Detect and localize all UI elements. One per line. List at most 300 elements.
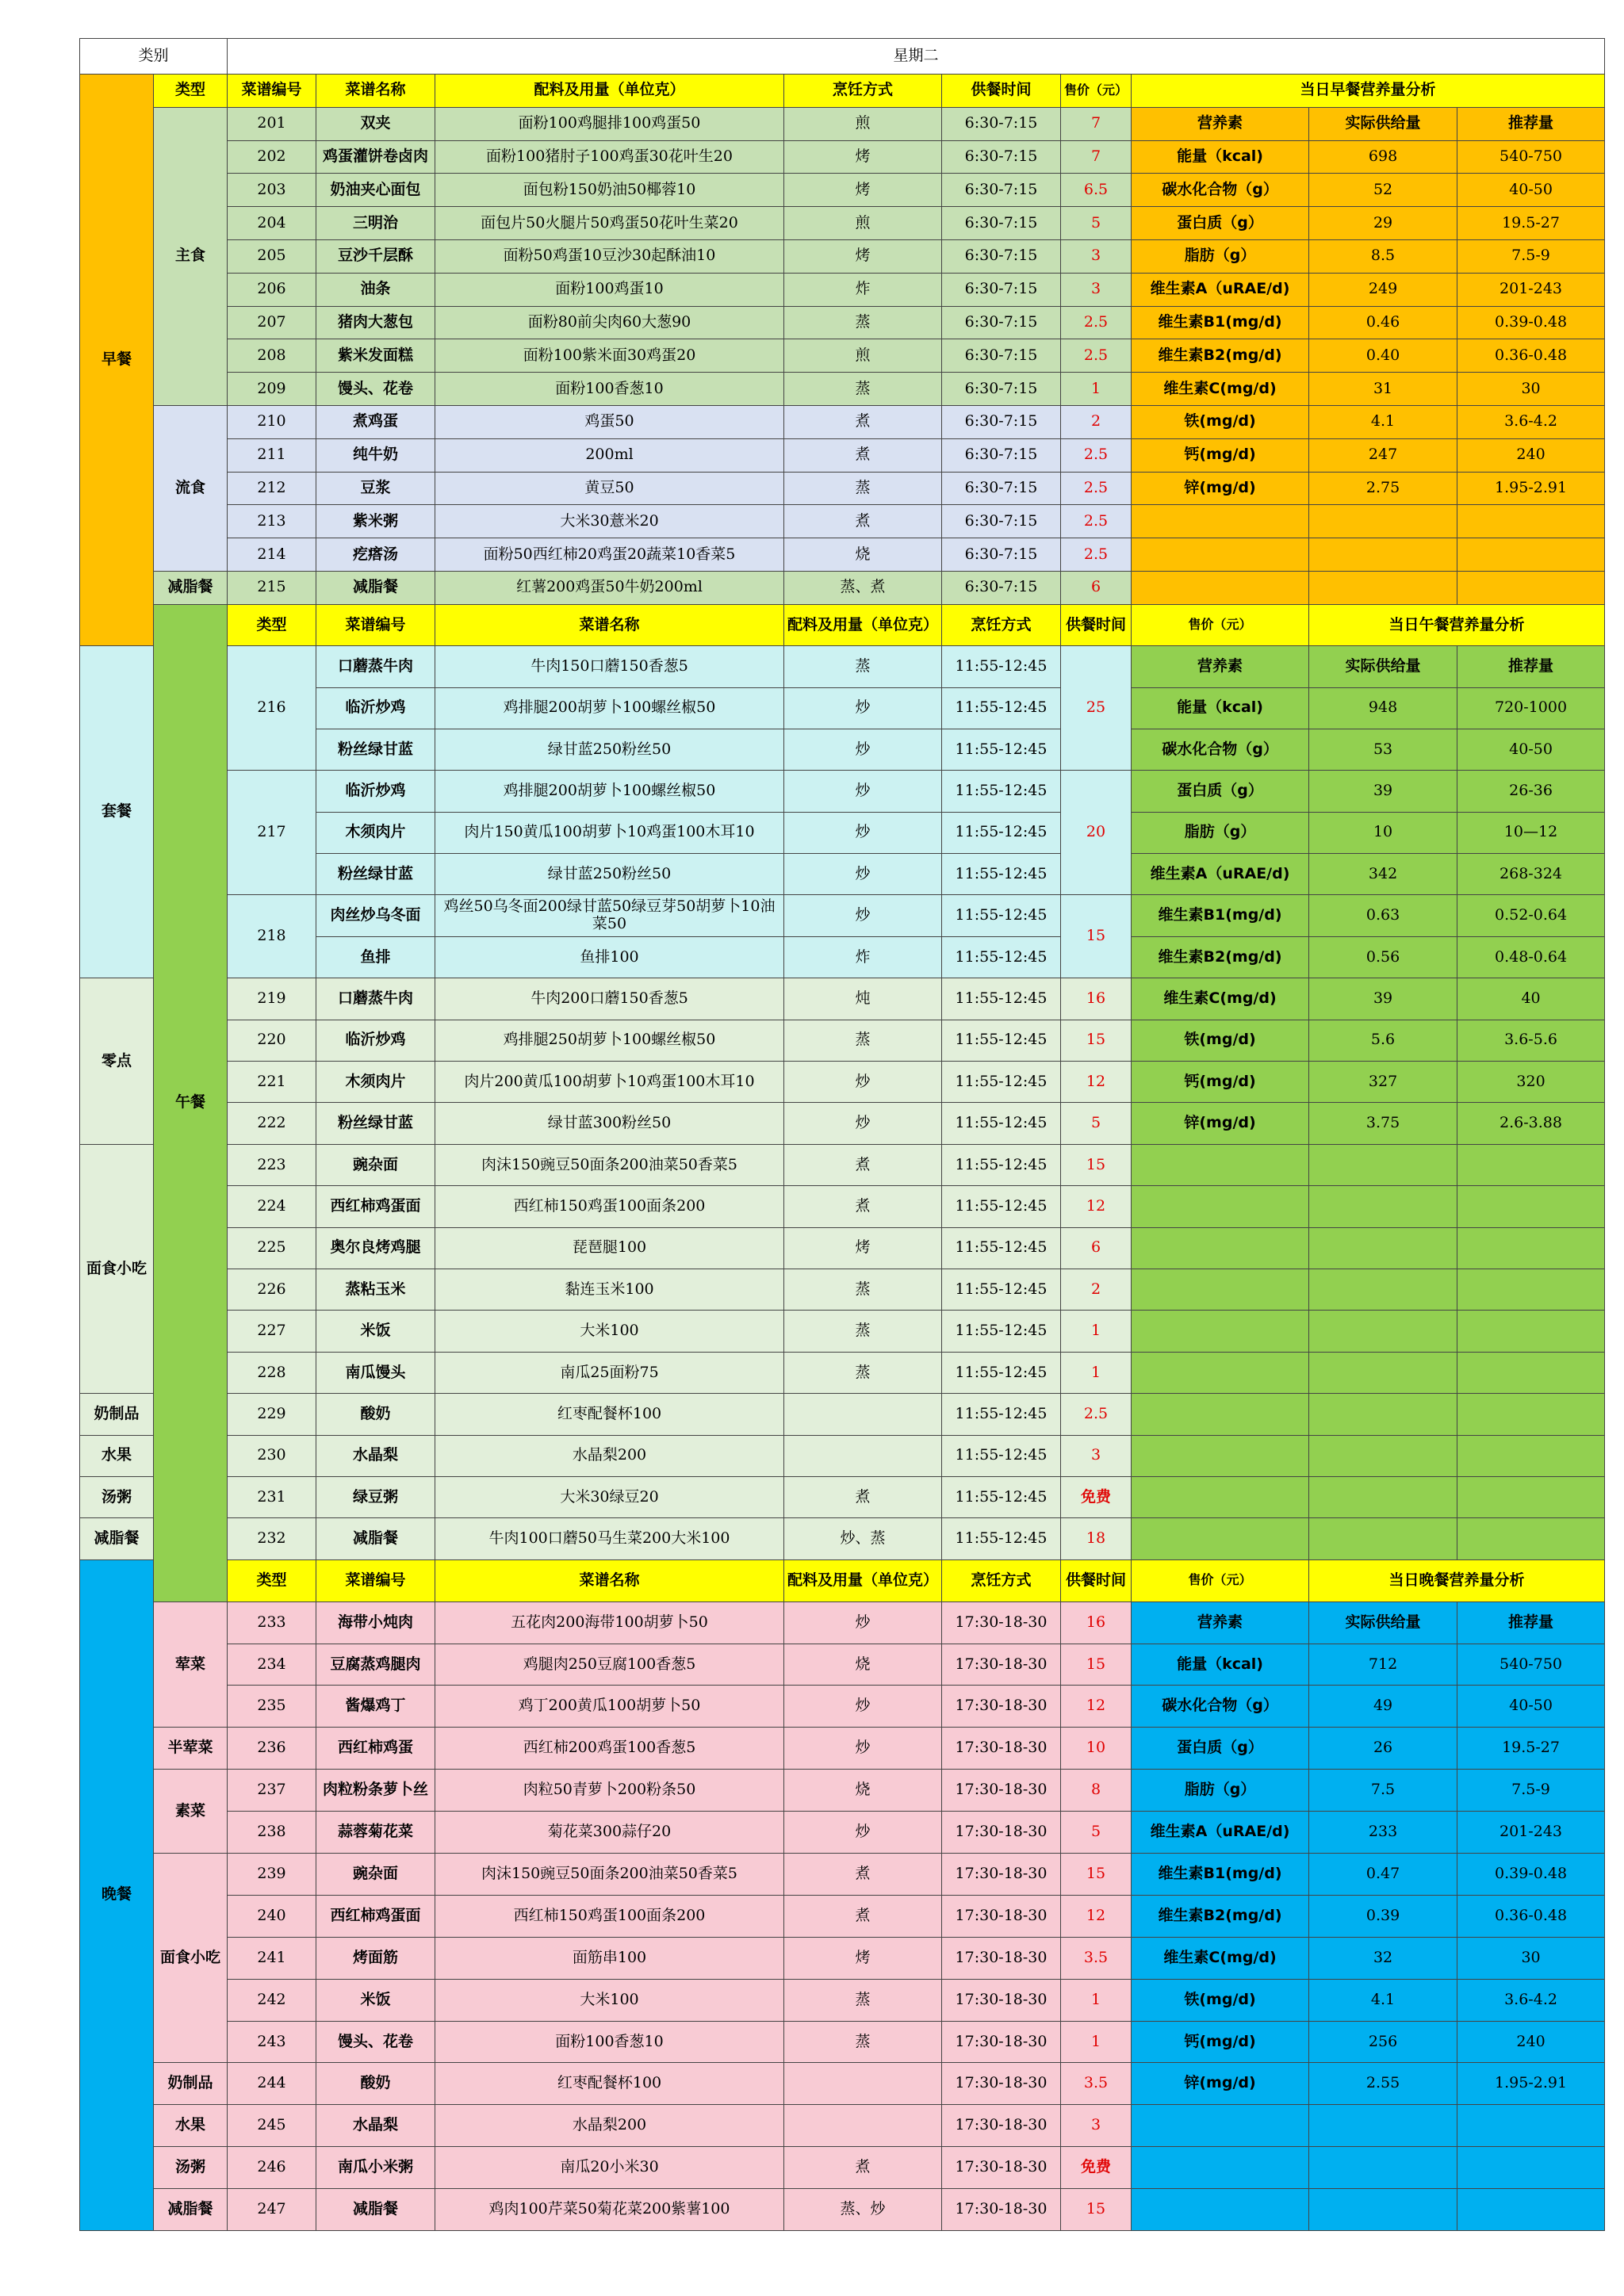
dish-code: 241 (228, 1937, 316, 1979)
nutrient-name: 铁(mg/d) (1132, 405, 1309, 438)
dish-ingredients: 面粉100香葱10 (435, 373, 784, 406)
dish-ingredients: 水晶梨200 (435, 1435, 784, 1476)
col-header-method: 烹饪方式 (784, 75, 942, 108)
serving-time: 11:55-12:45 (942, 1394, 1061, 1435)
empty-nutrition-cell (1309, 1518, 1457, 1559)
empty-nutrition-cell (1309, 1311, 1457, 1352)
nutrient-actual: 342 (1309, 854, 1457, 895)
col-header-method: 烹饪方式 (942, 1559, 1061, 1601)
dish-ingredients: 红薯200鸡蛋50牛奶200ml (435, 571, 784, 604)
dish-name: 临沂炒鸡 (316, 1020, 435, 1061)
nutrient-recommended: 201-243 (1457, 1812, 1605, 1854)
dish-name: 豆腐蒸鸡腿肉 (316, 1644, 435, 1686)
dish-code: 230 (228, 1435, 316, 1476)
col-header-method: 烹饪方式 (942, 604, 1061, 645)
dish-code: 219 (228, 978, 316, 1020)
dish-code: 247 (228, 2189, 316, 2231)
dish-name: 肉粒粉条萝卜丝 (316, 1770, 435, 1812)
empty-nutrition-cell (1132, 1144, 1309, 1185)
nutrient-actual: 247 (1309, 438, 1457, 472)
dish-ingredients: 肉粒50青萝卜200粉条50 (435, 1770, 784, 1812)
dish-name: 临沂炒鸡 (316, 771, 435, 812)
dish-name: 紫米发面糕 (316, 339, 435, 373)
dish-name: 酸奶 (316, 1394, 435, 1435)
serving-time: 11:55-12:45 (942, 1062, 1061, 1103)
dish-name: 南瓜馒头 (316, 1352, 435, 1393)
nutrient-actual: 39 (1309, 771, 1457, 812)
nutrient-recommended: 0.36-0.48 (1457, 339, 1605, 373)
nutrient-name: 能量（kcal) (1132, 1644, 1309, 1686)
dish-name: 西红柿鸡蛋面 (316, 1186, 435, 1227)
serving-time: 11:55-12:45 (942, 812, 1061, 853)
dish-name: 口蘑蒸牛肉 (316, 646, 435, 687)
dish-type: 水果 (80, 1435, 154, 1476)
dish-ingredients: 西红柿150鸡蛋100面条200 (435, 1895, 784, 1937)
dish-price: 15 (1061, 2189, 1132, 2231)
nutrient-actual: 29 (1309, 207, 1457, 240)
nutrient-actual: 712 (1309, 1644, 1457, 1686)
dish-ingredients: 绿甘蓝250粉丝50 (435, 729, 784, 770)
empty-nutrition-cell (1309, 1476, 1457, 1517)
empty-nutrition-cell (1457, 1144, 1605, 1185)
dish-code: 215 (228, 571, 316, 604)
dish-ingredients: 鸡丝50乌冬面200绿甘蓝50绿豆芽50胡萝卜10油菜50 (435, 895, 784, 936)
empty-nutrition-cell (1457, 2105, 1605, 2147)
empty-nutrition-cell (1309, 1144, 1457, 1185)
dish-code: 226 (228, 1269, 316, 1311)
dish-ingredients: 200ml (435, 438, 784, 472)
dish-type: 荤菜 (154, 1601, 228, 1728)
serving-time: 11:55-12:45 (942, 1518, 1061, 1559)
nutrient-name: 脂肪（g） (1132, 1770, 1309, 1812)
cooking-method: 蒸 (784, 1979, 942, 2021)
col-header-ingredients: 配料及用量（单位克） (784, 604, 942, 645)
empty-nutrition-cell (1457, 1476, 1605, 1517)
nutrition-header-nutrient: 营养素 (1132, 107, 1309, 140)
dish-name: 双夹 (316, 107, 435, 140)
dish-name: 豆沙千层酥 (316, 239, 435, 273)
dish-price: 1 (1061, 1311, 1132, 1352)
cooking-method: 烧 (784, 1644, 942, 1686)
nutrition-analysis-title: 当日晚餐营养量分析 (1309, 1559, 1605, 1601)
dish-type: 流食 (154, 405, 228, 571)
dish-ingredients: 绿甘蓝300粉丝50 (435, 1103, 784, 1144)
dish-type: 汤粥 (154, 2147, 228, 2189)
serving-time: 11:55-12:45 (942, 771, 1061, 812)
dish-ingredients: 大米30薏米20 (435, 505, 784, 538)
empty-nutrition-cell (1457, 1227, 1605, 1269)
dish-type: 套餐 (80, 646, 154, 978)
dish-code: 222 (228, 1103, 316, 1144)
dish-ingredients: 西红柿200鸡蛋100香葱5 (435, 1728, 784, 1770)
cooking-method: 蒸 (784, 1020, 942, 1061)
col-header-type: 类型 (154, 75, 228, 108)
nutrient-recommended: 0.39-0.48 (1457, 306, 1605, 339)
dish-type: 零点 (80, 978, 154, 1145)
nutrient-recommended: 3.6-4.2 (1457, 1979, 1605, 2021)
dish-ingredients: 面粉100猪肘子100鸡蛋30花叶生20 (435, 140, 784, 174)
dish-ingredients: 大米100 (435, 1979, 784, 2021)
dish-code: 242 (228, 1979, 316, 2021)
empty-nutrition-cell (1309, 1435, 1457, 1476)
col-header-time: 供餐时间 (1061, 1559, 1132, 1601)
serving-time: 11:55-12:45 (942, 646, 1061, 687)
col-header-name: 菜谱名称 (435, 1559, 784, 1601)
nutrient-recommended: 40-50 (1457, 174, 1605, 207)
dish-ingredients: 大米100 (435, 1311, 784, 1352)
dish-price: 3 (1061, 1435, 1132, 1476)
dish-code: 235 (228, 1686, 316, 1728)
cooking-method: 蒸、煮 (784, 571, 942, 604)
serving-time: 11:55-12:45 (942, 936, 1061, 978)
dish-ingredients: 菊花菜300蒜仔20 (435, 1812, 784, 1854)
dish-name: 鸡蛋灌饼卷卤肉 (316, 140, 435, 174)
empty-nutrition-cell (1132, 571, 1309, 604)
nutrient-actual: 256 (1309, 2021, 1457, 2063)
dish-name: 紫米粥 (316, 505, 435, 538)
nutrient-name: 维生素B2(mg/d) (1132, 936, 1309, 978)
dish-name: 豌杂面 (316, 1144, 435, 1185)
nutrient-actual: 233 (1309, 1812, 1457, 1854)
nutrient-name: 碳水化合物（g） (1132, 1686, 1309, 1728)
nutrient-actual: 5.6 (1309, 1020, 1457, 1061)
dish-type: 素菜 (154, 1770, 228, 1854)
col-header-type: 类型 (228, 604, 316, 645)
cooking-method: 烤 (784, 174, 942, 207)
cooking-method (784, 2063, 942, 2105)
serving-time: 17:30-18-30 (942, 1601, 1061, 1644)
nutrient-actual: 53 (1309, 729, 1457, 770)
dish-type: 奶制品 (154, 2063, 228, 2105)
dish-name: 减脂餐 (316, 1518, 435, 1559)
dish-price: 1 (1061, 1352, 1132, 1393)
serving-time: 11:55-12:45 (942, 854, 1061, 895)
dish-ingredients: 西红柿150鸡蛋100面条200 (435, 1186, 784, 1227)
dish-name: 豌杂面 (316, 1853, 435, 1895)
nutrient-name: 脂肪（g） (1132, 812, 1309, 853)
empty-nutrition-cell (1309, 538, 1457, 572)
empty-nutrition-cell (1132, 1435, 1309, 1476)
dish-name: 海带小炖肉 (316, 1601, 435, 1644)
dish-name: 水晶梨 (316, 2105, 435, 2147)
nutrient-actual: 8.5 (1309, 239, 1457, 273)
dish-name: 临沂炒鸡 (316, 687, 435, 729)
dish-price: 1 (1061, 2021, 1132, 2063)
dish-name: 口蘑蒸牛肉 (316, 978, 435, 1020)
nutrient-actual: 0.39 (1309, 1895, 1457, 1937)
col-header-ingredients: 配料及用量（单位克） (435, 75, 784, 108)
dish-type: 半荤菜 (154, 1728, 228, 1770)
nutrient-recommended: 30 (1457, 373, 1605, 406)
dish-ingredients: 面粉100鸡腿排100鸡蛋50 (435, 107, 784, 140)
dish-name: 鱼排 (316, 936, 435, 978)
dish-code: 211 (228, 438, 316, 472)
empty-nutrition-cell (1457, 2189, 1605, 2231)
cooking-method: 炒 (784, 812, 942, 853)
empty-nutrition-cell (1309, 2189, 1457, 2231)
dish-price: 16 (1061, 978, 1132, 1020)
dish-price: 7 (1061, 140, 1132, 174)
empty-nutrition-cell (1132, 538, 1309, 572)
dish-price: 6 (1061, 1227, 1132, 1269)
nutrient-recommended: 540-750 (1457, 1644, 1605, 1686)
dish-code: 246 (228, 2147, 316, 2189)
serving-time: 17:30-18-30 (942, 1895, 1061, 1937)
dish-price: 2 (1061, 405, 1132, 438)
dish-name: 西红柿鸡蛋 (316, 1728, 435, 1770)
cooking-method: 蒸 (784, 306, 942, 339)
dish-price: 3.5 (1061, 1937, 1132, 1979)
empty-nutrition-cell (1309, 1269, 1457, 1311)
dish-code: 207 (228, 306, 316, 339)
dish-code: 205 (228, 239, 316, 273)
nutrition-header-recommended: 推荐量 (1457, 646, 1605, 687)
dish-code: 229 (228, 1394, 316, 1435)
nutrient-actual: 2.75 (1309, 472, 1457, 505)
empty-nutrition-cell (1132, 2105, 1309, 2147)
dish-name: 减脂餐 (316, 2189, 435, 2231)
dish-ingredients: 水晶梨200 (435, 2105, 784, 2147)
cooking-method: 炒 (784, 895, 942, 936)
col-header-code: 菜谱编号 (316, 1559, 435, 1601)
nutrition-header-recommended: 推荐量 (1457, 107, 1605, 140)
nutrient-recommended: 0.48-0.64 (1457, 936, 1605, 978)
empty-nutrition-cell (1457, 538, 1605, 572)
dish-ingredients: 牛肉100口蘑50马生菜200大米100 (435, 1518, 784, 1559)
dish-name: 减脂餐 (316, 571, 435, 604)
nutrient-name: 维生素A（uRAE/d) (1132, 273, 1309, 306)
dish-price: 5 (1061, 1103, 1132, 1144)
nutrient-actual: 0.46 (1309, 306, 1457, 339)
dish-name: 煮鸡蛋 (316, 405, 435, 438)
empty-nutrition-cell (1309, 571, 1457, 604)
serving-time: 6:30-7:15 (942, 538, 1061, 572)
empty-nutrition-cell (1309, 1186, 1457, 1227)
serving-time: 6:30-7:15 (942, 472, 1061, 505)
nutrient-recommended: 30 (1457, 1937, 1605, 1979)
dish-name: 酸奶 (316, 2063, 435, 2105)
dish-code: 213 (228, 505, 316, 538)
cooking-method: 烤 (784, 239, 942, 273)
cooking-method: 蒸 (784, 1352, 942, 1393)
nutrient-actual: 327 (1309, 1062, 1457, 1103)
dish-code: 234 (228, 1644, 316, 1686)
empty-nutrition-cell (1457, 1269, 1605, 1311)
col-header-price: 售价（元） (1132, 1559, 1309, 1601)
dish-code: 240 (228, 1895, 316, 1937)
empty-nutrition-cell (1132, 2189, 1309, 2231)
day-header: 星期二 (228, 39, 1605, 75)
nutrient-recommended: 540-750 (1457, 140, 1605, 174)
dish-code: 220 (228, 1020, 316, 1061)
cooking-method: 炒 (784, 1062, 942, 1103)
dish-price: 2.5 (1061, 306, 1132, 339)
nutrient-recommended: 240 (1457, 438, 1605, 472)
dish-ingredients: 红枣配餐杯100 (435, 2063, 784, 2105)
dish-price: 3 (1061, 273, 1132, 306)
cooking-method: 炒 (784, 771, 942, 812)
dish-type: 汤粥 (80, 1476, 154, 1517)
dish-ingredients: 黄豆50 (435, 472, 784, 505)
nutrient-actual: 0.63 (1309, 895, 1457, 936)
dish-price: 15 (1061, 1020, 1132, 1061)
nutrient-recommended: 3.6-5.6 (1457, 1020, 1605, 1061)
nutrient-name: 维生素A（uRAE/d) (1132, 1812, 1309, 1854)
empty-nutrition-cell (1309, 1352, 1457, 1393)
dish-ingredients: 面包片50火腿片50鸡蛋50花叶生菜20 (435, 207, 784, 240)
serving-time: 11:55-12:45 (942, 1020, 1061, 1061)
dish-code: 245 (228, 2105, 316, 2147)
cooking-method: 煮 (784, 1186, 942, 1227)
dish-name: 西红柿鸡蛋面 (316, 1895, 435, 1937)
dish-name: 米饭 (316, 1979, 435, 2021)
nutrient-actual: 249 (1309, 273, 1457, 306)
serving-time: 11:55-12:45 (942, 1311, 1061, 1352)
dish-type: 减脂餐 (154, 571, 228, 604)
nutrient-name: 碳水化合物（g） (1132, 729, 1309, 770)
dish-ingredients: 鸡排腿200胡萝卜100螺丝椒50 (435, 771, 784, 812)
empty-nutrition-cell (1309, 1394, 1457, 1435)
dish-code: 223 (228, 1144, 316, 1185)
col-header-code: 菜谱编号 (316, 604, 435, 645)
dish-price: 15 (1061, 1144, 1132, 1185)
dish-code: 243 (228, 2021, 316, 2063)
dish-name: 油条 (316, 273, 435, 306)
dish-code: 208 (228, 339, 316, 373)
dish-code: 206 (228, 273, 316, 306)
nutrient-name: 铁(mg/d) (1132, 1979, 1309, 2021)
nutrition-header-nutrient: 营养素 (1132, 1601, 1309, 1644)
dish-ingredients: 鸡蛋50 (435, 405, 784, 438)
nutrient-recommended: 0.52-0.64 (1457, 895, 1605, 936)
dish-code: 203 (228, 174, 316, 207)
cooking-method: 煮 (784, 1476, 942, 1517)
dish-name: 水晶梨 (316, 1435, 435, 1476)
dish-ingredients: 鸡丁200黄瓜100胡萝卜50 (435, 1686, 784, 1728)
dish-code: 238 (228, 1812, 316, 1854)
cooking-method: 煮 (784, 1895, 942, 1937)
dish-ingredients: 肉沫150豌豆50面条200油菜50香菜5 (435, 1144, 784, 1185)
dish-name: 绿豆粥 (316, 1476, 435, 1517)
dish-price: 12 (1061, 1062, 1132, 1103)
serving-time: 17:30-18-30 (942, 2147, 1061, 2189)
serving-time: 6:30-7:15 (942, 438, 1061, 472)
cooking-method: 炒 (784, 854, 942, 895)
dish-name: 蒜蓉菊花菜 (316, 1812, 435, 1854)
dish-price: 12 (1061, 1186, 1132, 1227)
dish-name: 粉丝绿甘蓝 (316, 854, 435, 895)
dish-ingredients: 五花肉200海带100胡萝卜50 (435, 1601, 784, 1644)
nutrient-name: 蛋白质（g） (1132, 207, 1309, 240)
serving-time: 6:30-7:15 (942, 306, 1061, 339)
nutrient-actual: 0.47 (1309, 1853, 1457, 1895)
cooking-method: 蒸 (784, 646, 942, 687)
dish-code: 239 (228, 1853, 316, 1895)
nutrient-recommended: 2.6-3.88 (1457, 1103, 1605, 1144)
col-header-price: 售价（元） (1061, 75, 1132, 108)
dish-ingredients: 绿甘蓝250粉丝50 (435, 854, 784, 895)
dish-name: 三明治 (316, 207, 435, 240)
dish-ingredients: 面包粉150奶油50椰蓉10 (435, 174, 784, 207)
category-header: 类别 (80, 39, 228, 75)
serving-time: 11:55-12:45 (942, 895, 1061, 936)
dish-name: 烤面筋 (316, 1937, 435, 1979)
cooking-method: 蒸 (784, 1311, 942, 1352)
nutrition-analysis-title: 当日午餐营养量分析 (1309, 604, 1605, 645)
cooking-method: 烧 (784, 538, 942, 572)
dish-type: 减脂餐 (154, 2189, 228, 2231)
combo-code: 217 (228, 771, 316, 895)
nutrient-actual: 7.5 (1309, 1770, 1457, 1812)
dish-price: 8 (1061, 1770, 1132, 1812)
dish-code: 214 (228, 538, 316, 572)
cooking-method: 蒸 (784, 472, 942, 505)
serving-time: 17:30-18-30 (942, 2105, 1061, 2147)
dish-price: 18 (1061, 1518, 1132, 1559)
empty-nutrition-cell (1132, 1518, 1309, 1559)
serving-time: 17:30-18-30 (942, 1853, 1061, 1895)
dish-ingredients: 鸡肉100芹菜50菊花菜200紫薯100 (435, 2189, 784, 2231)
dish-code: 209 (228, 373, 316, 406)
dish-code: 201 (228, 107, 316, 140)
serving-time: 11:55-12:45 (942, 1144, 1061, 1185)
meal-label-lunch: 午餐 (154, 604, 228, 1601)
serving-time: 11:55-12:45 (942, 1269, 1061, 1311)
nutrient-name: 蛋白质（g） (1132, 771, 1309, 812)
cooking-method: 炸 (784, 936, 942, 978)
serving-time: 17:30-18-30 (942, 1644, 1061, 1686)
dish-code: 237 (228, 1770, 316, 1812)
meal-label-dinner: 晚餐 (80, 1559, 154, 2230)
nutrient-actual: 698 (1309, 140, 1457, 174)
cooking-method: 煮 (784, 438, 942, 472)
cooking-method: 蒸 (784, 373, 942, 406)
cooking-method: 烤 (784, 1227, 942, 1269)
serving-time: 6:30-7:15 (942, 174, 1061, 207)
dish-price: 15 (1061, 1853, 1132, 1895)
dish-ingredients: 牛肉200口蘑150香葱5 (435, 978, 784, 1020)
nutrient-actual: 0.56 (1309, 936, 1457, 978)
empty-nutrition-cell (1457, 1352, 1605, 1393)
serving-time: 17:30-18-30 (942, 1937, 1061, 1979)
cooking-method: 炒 (784, 1686, 942, 1728)
nutrient-recommended: 240 (1457, 2021, 1605, 2063)
dish-price: 免费 (1061, 1476, 1132, 1517)
nutrient-recommended: 201-243 (1457, 273, 1605, 306)
dish-code: 236 (228, 1728, 316, 1770)
serving-time: 17:30-18-30 (942, 2189, 1061, 2231)
dish-price: 7 (1061, 107, 1132, 140)
empty-nutrition-cell (1457, 1435, 1605, 1476)
serving-time: 17:30-18-30 (942, 2063, 1061, 2105)
col-header-name: 菜谱名称 (316, 75, 435, 108)
nutrient-actual: 39 (1309, 978, 1457, 1020)
serving-time: 11:55-12:45 (942, 687, 1061, 729)
dish-type: 减脂餐 (80, 1518, 154, 1559)
nutrient-actual: 32 (1309, 1937, 1457, 1979)
cooking-method: 煮 (784, 405, 942, 438)
nutrient-actual: 10 (1309, 812, 1457, 853)
dish-ingredients: 牛肉150口蘑150香葱5 (435, 646, 784, 687)
dish-type: 水果 (154, 2105, 228, 2147)
dish-ingredients: 面粉50西红柿20鸡蛋20蔬菜10香菜5 (435, 538, 784, 572)
serving-time: 11:55-12:45 (942, 1103, 1061, 1144)
cooking-method: 炒 (784, 1728, 942, 1770)
cooking-method: 炒 (784, 729, 942, 770)
cooking-method: 烧 (784, 1770, 942, 1812)
serving-time: 11:55-12:45 (942, 1352, 1061, 1393)
dish-price: 2.5 (1061, 438, 1132, 472)
